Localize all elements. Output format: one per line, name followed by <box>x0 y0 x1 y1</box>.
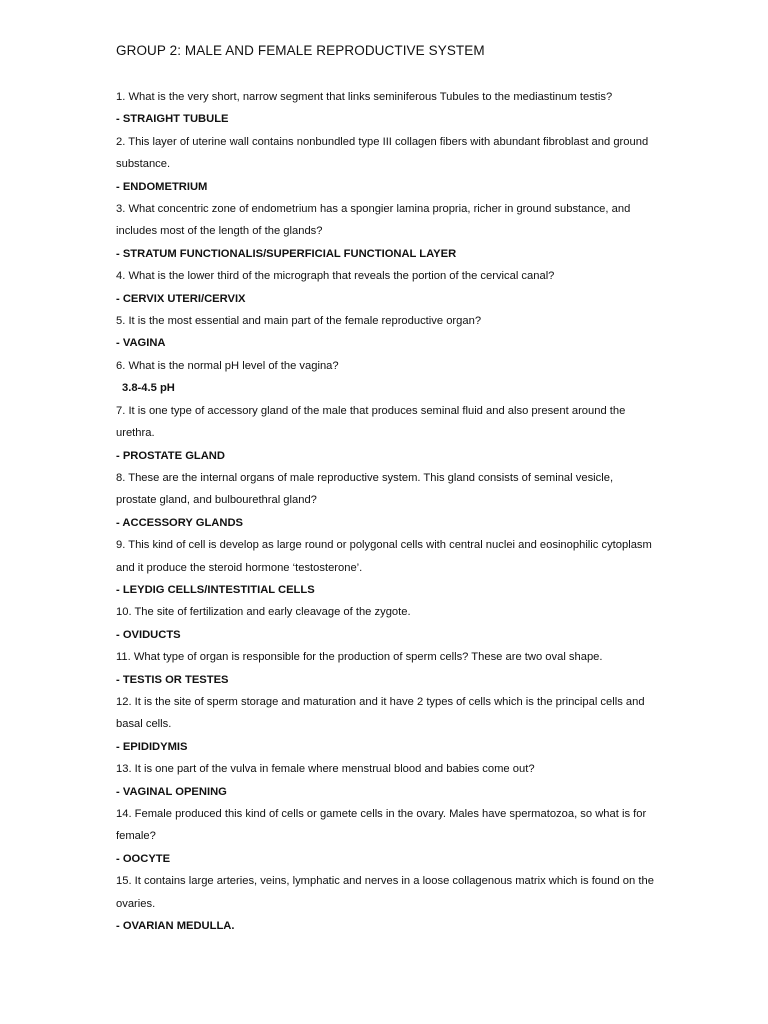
question-5: 5. It is the most essential and main part of the female reproductive organ? <box>116 315 482 328</box>
question-12: 12. It is the site of sperm storage and maturation and it have 2 types of cells which is the principal cells and basal cells. <box>116 695 645 731</box>
page-title: GROUP 2: MALE AND FEMALE REPRODUCTIVE SYSTEM <box>116 43 485 58</box>
answer-13: - VAGINAL OPENING <box>116 785 227 798</box>
question-14: 14. Female produced this kind of cells or gamete cells in the ovary. Males have spermatozoa, so what is for female? <box>116 808 647 843</box>
answer-15: - OVARIAN MEDULLA. <box>116 920 235 933</box>
question-15: 15. It contains large arteries, veins, lymphatic and nerves in a loose collagenous matrix which is found on the ovaries. <box>116 875 654 910</box>
question-2: 2. This layer of uterine wall contains nonbundled type III collagen fibers with abundant fibroblast and ground substance. <box>116 135 649 171</box>
answer-12: - EPIDIDYMIS <box>116 740 188 753</box>
answer-6: 3.8-4.5 pH <box>122 382 175 395</box>
answer-7: - PROSTATE GLAND <box>116 449 225 462</box>
question-13: 13. It is one part of the vulva in female where menstrual blood and babies come out? <box>116 763 535 776</box>
question-1: 1. What is the very short, narrow segment that links seminiferous Tubules to the mediastinum testis? <box>116 91 613 103</box>
answer-4: - CERVIX UTERI/CERVIX <box>116 292 246 305</box>
answer-3: - STRATUM FUNCTIONALIS/SUPERFICIAL FUNCTIONAL LAYER <box>116 247 457 260</box>
answer-14: - OOCYTE <box>116 852 171 865</box>
question-10: 10. The site of fertilization and early cleavage of the zygote. <box>116 606 411 619</box>
question-6: 6. What is the normal pH level of the vagina? <box>116 359 339 372</box>
answer-2: - ENDOMETRIUM <box>116 180 208 193</box>
answer-9: - LEYDIG CELLS/INTESTITIAL CELLS <box>116 583 315 596</box>
question-8: 8. These are the internal organs of male reproductive system. This gland consists of seminal vesicle, prostate gland, and bulbourethral gland? <box>116 471 614 507</box>
question-9: 9. This kind of cell is develop as large round or polygonal cells with central nuclei and eosinophilic cytoplasm and it produce the steroid hormone ‘testosterone’. <box>116 539 652 574</box>
qa-list <box>116 86 656 937</box>
answer-11: - TESTIS OR TESTES <box>116 673 229 686</box>
answer-8: - ACCESSORY GLANDS <box>116 516 244 529</box>
question-4: 4. What is the lower third of the micrograph that reveals the portion of the cervical canal? <box>116 270 555 283</box>
question-7: 7. It is one type of accessory gland of the male that produces seminal fluid and also present around the urethra. <box>116 404 626 440</box>
question-3: 3. What concentric zone of endometrium has a spongier lamina propria, richer in ground substance, and includes most of the length of the glands? <box>116 203 631 238</box>
answer-10: - OVIDUCTS <box>116 628 181 641</box>
answer-1: - STRAIGHT TUBULE <box>116 113 229 126</box>
question-11: 11. What type of organ is responsible for the production of sperm cells? These are two oval shape. <box>116 651 603 664</box>
answer-5: - VAGINA <box>116 337 166 350</box>
